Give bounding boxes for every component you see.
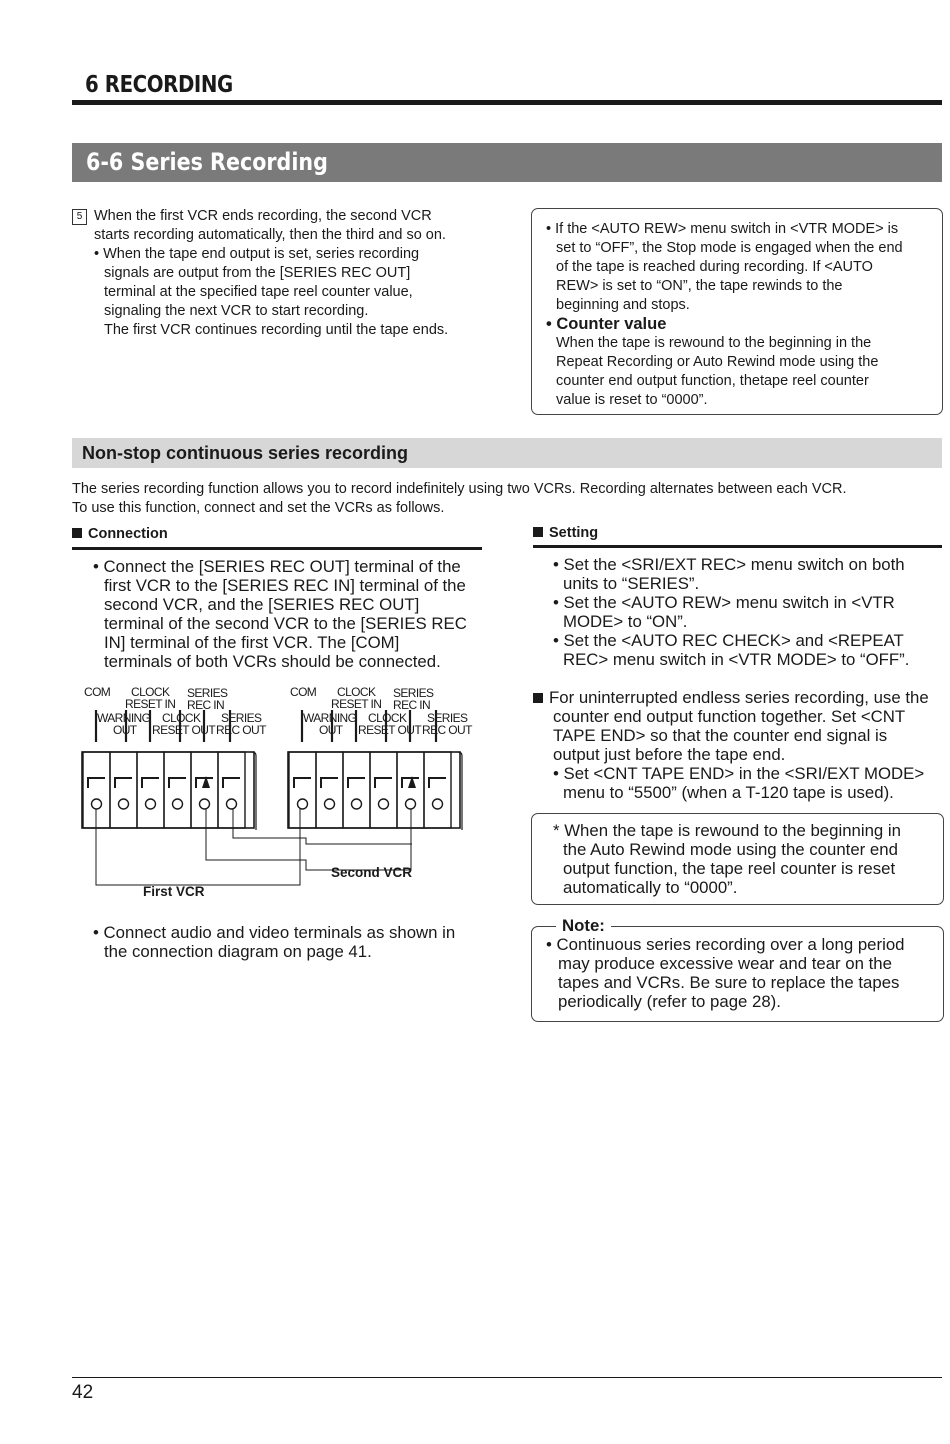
reset-out-label: RESET OUT (152, 723, 216, 737)
terminal-slot (294, 778, 311, 788)
note-line: periodically (refer to page 28). (558, 992, 781, 1011)
endless-line: For uninterrupted endless series recording, use the (533, 688, 929, 707)
reset-out-label: RESET OUT (358, 723, 422, 737)
clock-label: CLOCK (368, 711, 407, 725)
rec-in-label: REC IN (187, 698, 225, 712)
setting-line: MODE> to “ON”. (563, 612, 688, 631)
terminal-cell (289, 752, 316, 828)
series-out-label: SERIES (427, 711, 468, 725)
terminal-slot (223, 778, 240, 788)
connection-heading: Connection (72, 526, 168, 542)
terminal-screw (227, 799, 237, 809)
note-label: Note: (556, 916, 611, 936)
info-line: REW> is set to “ON”, the tape rewinds to the (556, 278, 843, 294)
clock-reset-label: CLOCK (337, 685, 376, 699)
chapter-rule (72, 100, 942, 105)
com-label: COM (84, 685, 111, 699)
terminal-screw (325, 799, 335, 809)
step-text-line: When the first VCR ends recording, the second VCR (94, 208, 432, 224)
asterisk-line: the Auto Rewind mode using the counter end (563, 840, 898, 859)
terminal-slot (375, 778, 392, 788)
audio-line: the connection diagram on page 41. (104, 942, 372, 961)
clock-reset-label: CLOCK (131, 685, 170, 699)
endless-line: output just before the tape end. (553, 745, 786, 764)
terminal-slot (321, 778, 338, 788)
info-line: value is reset to “0000”. (556, 392, 708, 408)
terminal-screw (146, 799, 156, 809)
terminal-slot (169, 778, 186, 788)
terminal-cell (370, 752, 397, 828)
connection-line: • Connect the [SERIES REC OUT] terminal of the (93, 557, 461, 576)
info-line: When the tape is rewound to the beginning in the (556, 335, 872, 351)
connection-rule (72, 547, 482, 550)
info-line: counter end output function, thetape reel counter (556, 373, 869, 389)
terminal-slot (115, 778, 132, 788)
note-line: may produce excessive wear and tear on the (558, 954, 892, 973)
square-bullet-icon (533, 693, 543, 703)
connection-line: first VCR to the [SERIES REC IN] terminal of the (104, 576, 466, 595)
series-out-label: SERIES (221, 711, 262, 725)
out-label: OUT (113, 723, 137, 737)
page-number: 42 (72, 1382, 94, 1403)
warning-label: WARNING (97, 711, 151, 725)
section-title: 6-6 Series Recording (86, 148, 328, 176)
connection-line: terminal of the second VCR to the [SERIES REC (104, 614, 467, 633)
terminal-screw (406, 799, 416, 809)
step-text-line: • When the tape end output is set, series recording (94, 246, 420, 262)
terminal-screw (379, 799, 389, 809)
footer-rule (72, 1377, 942, 1378)
rec-in-label: REC IN (393, 698, 431, 712)
intro-line: The series recording function allows you to record indefinitely using two VCRs. Recording alternates between each VCR. (72, 481, 847, 497)
com-label: COM (290, 685, 317, 699)
terminal-cell (316, 752, 343, 828)
endless-line: counter end output function together. Set <CNT (553, 707, 906, 726)
asterisk-line: * When the tape is rewound to the beginning in (553, 821, 901, 840)
clock-label: CLOCK (162, 711, 201, 725)
terminal-cell (164, 752, 191, 828)
terminal-cell (218, 752, 245, 828)
asterisk-line: output function, the tape reel counter is reset (563, 859, 896, 878)
rec-out-label: REC OUT (216, 723, 266, 737)
note-line: • Continuous series recording over a long period (546, 935, 905, 954)
terminal-screw (173, 799, 183, 809)
info-line: beginning and stops. (556, 297, 690, 313)
info-line: set to “OFF”, the Stop mode is engaged when the end (556, 240, 903, 256)
endless-line: • Set <CNT TAPE END> in the <SRI/EXT MODE> (553, 764, 925, 783)
reset-in-label: RESET IN (125, 697, 176, 711)
chapter-title: 6 RECORDING (85, 72, 233, 98)
out-label: OUT (319, 723, 343, 737)
connection-line: IN] terminal of the first VCR. The [COM] (104, 633, 400, 652)
terminal-slot (142, 778, 159, 788)
step-number: 5 (72, 209, 87, 225)
rec-out-label: REC OUT (422, 723, 472, 737)
counter-value-heading: • Counter value (546, 315, 667, 333)
setting-heading: Setting (533, 525, 598, 541)
terminal-screw (119, 799, 129, 809)
info-line: of the tape is reached during recording. If <AUTO (556, 259, 873, 275)
terminal-cell (424, 752, 451, 828)
endless-line: menu to “5500” (when a T-120 tape is used). (563, 783, 894, 802)
series-label: SERIES (187, 686, 228, 700)
subsection-title: Non-stop continuous series recording (82, 443, 409, 463)
setting-rule (533, 545, 942, 548)
terminal-cell (191, 752, 218, 828)
terminal-slot (88, 778, 105, 788)
connection-line: second VCR, and the [SERIES REC OUT] (104, 595, 420, 614)
series-label: SERIES (393, 686, 434, 700)
step-text-line: The first VCR continues recording until the tape ends. (104, 322, 449, 338)
step-text-line: signals are output from the [SERIES REC OUT] (104, 265, 411, 281)
terminal-screw (433, 799, 443, 809)
setting-line: REC> menu switch in <VTR MODE> to “OFF”. (563, 650, 910, 669)
audio-line: • Connect audio and video terminals as shown in (93, 923, 456, 942)
second-vcr-terminal-block (288, 752, 460, 828)
step-text-line: terminal at the specified tape reel counter value, (104, 284, 413, 300)
connection-line: terminals of both VCRs should be connected. (104, 652, 441, 671)
terminal-screw (92, 799, 102, 809)
terminal-cell (110, 752, 137, 828)
terminal-screw (352, 799, 362, 809)
terminal-screw (200, 799, 210, 809)
setting-line: • Set the <SRI/EXT REC> menu switch on both (553, 555, 905, 574)
info-line: Repeat Recording or Auto Rewind mode using the (556, 354, 879, 370)
first-vcr-label: First VCR (143, 884, 205, 899)
terminal-slot (348, 778, 365, 788)
reset-in-label: RESET IN (331, 697, 382, 711)
asterisk-line: automatically to “0000”. (563, 878, 738, 897)
second-vcr-label: Second VCR (331, 865, 413, 880)
note-line: tapes and VCRs. Be sure to replace the tapes (558, 973, 900, 992)
setting-line: • Set the <AUTO REC CHECK> and <REPEAT (553, 631, 904, 650)
endless-line: TAPE END> so that the counter end signal is (553, 726, 888, 745)
first-vcr-terminal-block (82, 752, 254, 828)
terminal-cell (137, 752, 164, 828)
info-line: • If the <AUTO REW> menu switch in <VTR MODE> is (546, 221, 899, 237)
intro-line: To use this function, connect and set the VCRs as follows. (72, 500, 445, 516)
warning-label: WARNING (303, 711, 357, 725)
square-bullet-icon (72, 528, 82, 538)
square-bullet-icon (533, 527, 543, 537)
setting-line: units to “SERIES”. (563, 574, 700, 593)
setting-line: • Set the <AUTO REW> menu switch in <VTR (553, 593, 895, 612)
step-text-line: signaling the next VCR to start recording. (104, 303, 369, 319)
terminal-screw (298, 799, 308, 809)
terminal-slot (429, 778, 446, 788)
step-text-line: starts recording automatically, then the third and so on. (94, 227, 446, 243)
terminal-cell (343, 752, 370, 828)
